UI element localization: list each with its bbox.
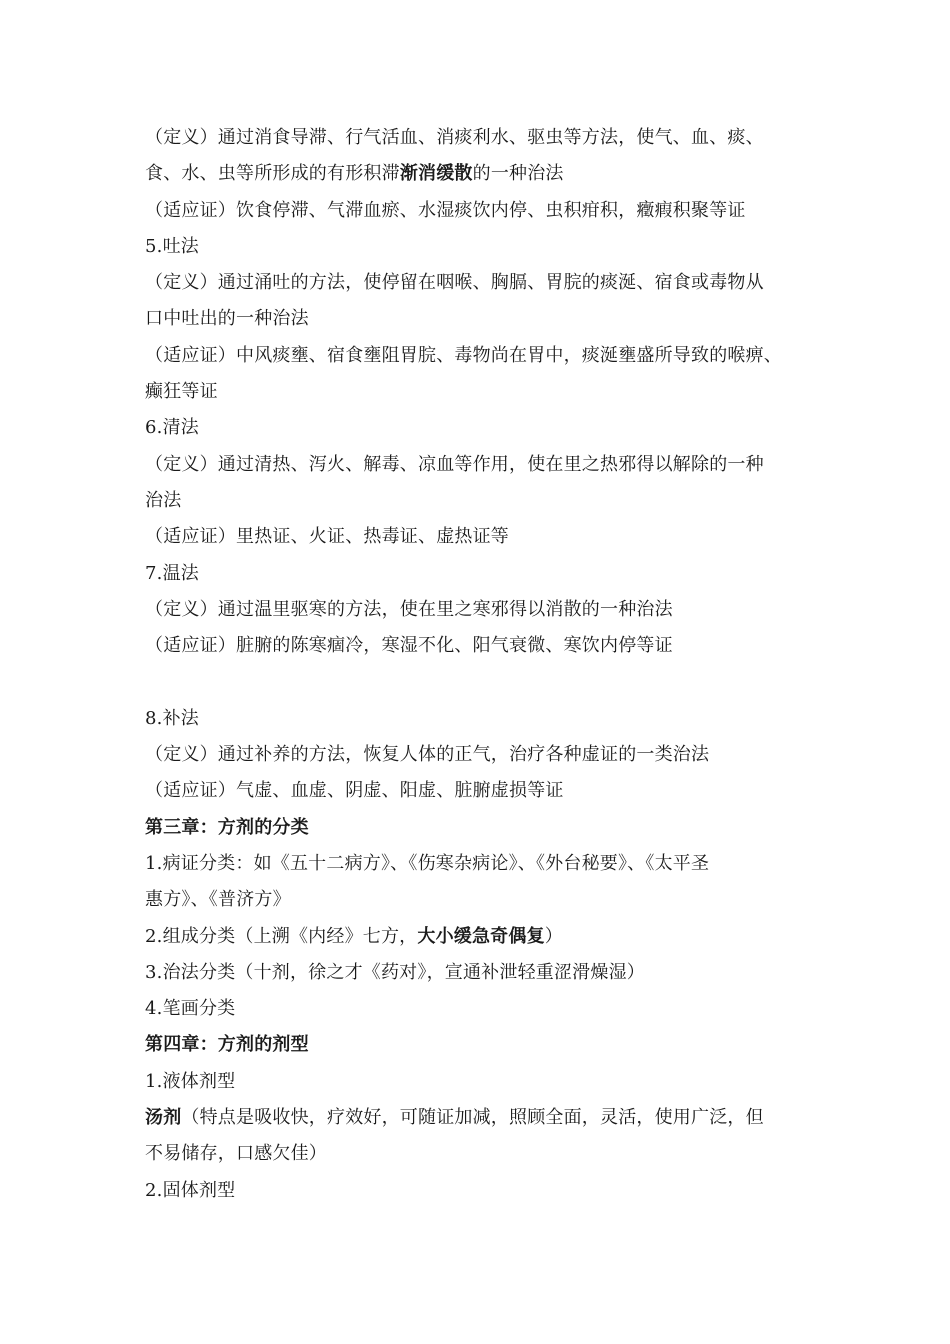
item-title: 2.固体剂型 [145,1179,236,1201]
text-line [145,156,825,192]
paragraph-text: 1.病证分类：如《五十二病方》、《伤寒杂病论》、《外台秘要》、《太平圣 [145,852,710,874]
text-line [145,846,825,882]
text-line [145,737,825,773]
paragraph-text: （适应证）里热证、火证、热毒证、虚热证等 [145,526,509,548]
paragraph-text: ） [544,925,563,947]
item-title: 5.吐法 [145,235,199,257]
item-title: 1.液体剂型 [145,1070,236,1092]
bold-term: 渐消缓散 [399,163,473,185]
paragraph-text: 2.组成分类（上溯《内经》七方， [145,925,418,947]
text-line [145,955,825,991]
bold-term: 汤剂 [145,1107,182,1129]
paragraph-text: 3.治法分类（十剂，徐之才《药对》，宣通补泄轻重涩滑燥湿） [145,961,645,983]
section-item [145,1064,825,1100]
text-line [145,919,825,955]
item-title: 7.温法 [145,562,199,584]
text-line [145,265,825,301]
text-line [145,773,825,809]
section-item [145,556,825,592]
text-line [145,1100,825,1136]
paragraph-text: （适应证）气虚、血虚、阴虚、阳虚、脏腑虚损等证 [145,780,564,802]
text-line [145,483,825,519]
blank-line [145,664,825,700]
text-line [145,592,825,628]
paragraph-text: （定义）通过补养的方法，恢复人体的正气，治疗各种虚证的一类治法 [145,744,710,766]
item-title: 6.清法 [145,417,199,439]
paragraph-text: （定义）通过消食导滞、行气活血、消痰利水、驱虫等方法，使气、血、痰、 [145,127,764,148]
bold-term: 大小缓急奇偶复 [417,925,545,947]
text-line [145,338,825,374]
paragraph-text: 惠方》、《普济方》 [145,889,291,911]
paragraph-text: （适应证）中风痰壅、宿食壅阻胃脘、毒物尚在胃中，痰涎壅盛所导致的喉痹、 [145,344,782,366]
paragraph-text: （定义）通过涌吐的方法，使停留在咽喉、胸膈、胃脘的痰涎、宿食或毒物从 [145,272,764,294]
paragraph-text: 的一种治法 [472,163,564,185]
text-line [145,301,825,337]
paragraph-text: （适应证）脏腑的陈寒痼冷，寒湿不化、阳气衰微、寒饮内停等证 [145,635,673,657]
text-line [145,120,825,156]
section-item [145,1173,825,1209]
text-line [145,519,825,555]
paragraph-text: 癫狂等证 [145,381,218,403]
chapter-heading [145,1027,825,1063]
text-line [145,447,825,483]
section-item [145,701,825,737]
text-line [145,882,825,918]
section-item [145,229,825,265]
chapter-heading [145,810,825,846]
paragraph-text: 不易储存，口感欠佳） [145,1143,327,1165]
paragraph-text: 治法 [145,489,182,511]
section-item [145,410,825,446]
text-line [145,1136,825,1172]
paragraph-text: （适应证）饮食停滞、气滞血瘀、水湿痰饮内停、虫积疳积，癥瘕积聚等证 [145,199,746,221]
text-line [145,991,825,1027]
paragraph-text: 口中吐出的一种治法 [145,308,309,330]
paragraph-text: （定义）通过温里驱寒的方法，使在里之寒邪得以消散的一种治法 [145,598,673,620]
document-body [145,120,825,1209]
text-line [145,374,825,410]
item-title: 8.补法 [145,707,199,729]
text-line [145,193,825,229]
chapter-title: 第四章：方剂的剂型 [145,1034,309,1056]
paragraph-text: 食、水、虫等所形成的有形积滞 [145,163,400,185]
chapter-title: 第三章：方剂的分类 [145,816,309,838]
text-line [145,628,825,664]
paragraph-text: 4.笔画分类 [145,998,236,1020]
paragraph-text: （特点是吸收快，疗效好，可随证加减，照顾全面，灵活，使用广泛，但 [181,1107,764,1129]
paragraph-text: （定义）通过清热、泻火、解毒、凉血等作用，使在里之热邪得以解除的一种 [145,453,764,475]
